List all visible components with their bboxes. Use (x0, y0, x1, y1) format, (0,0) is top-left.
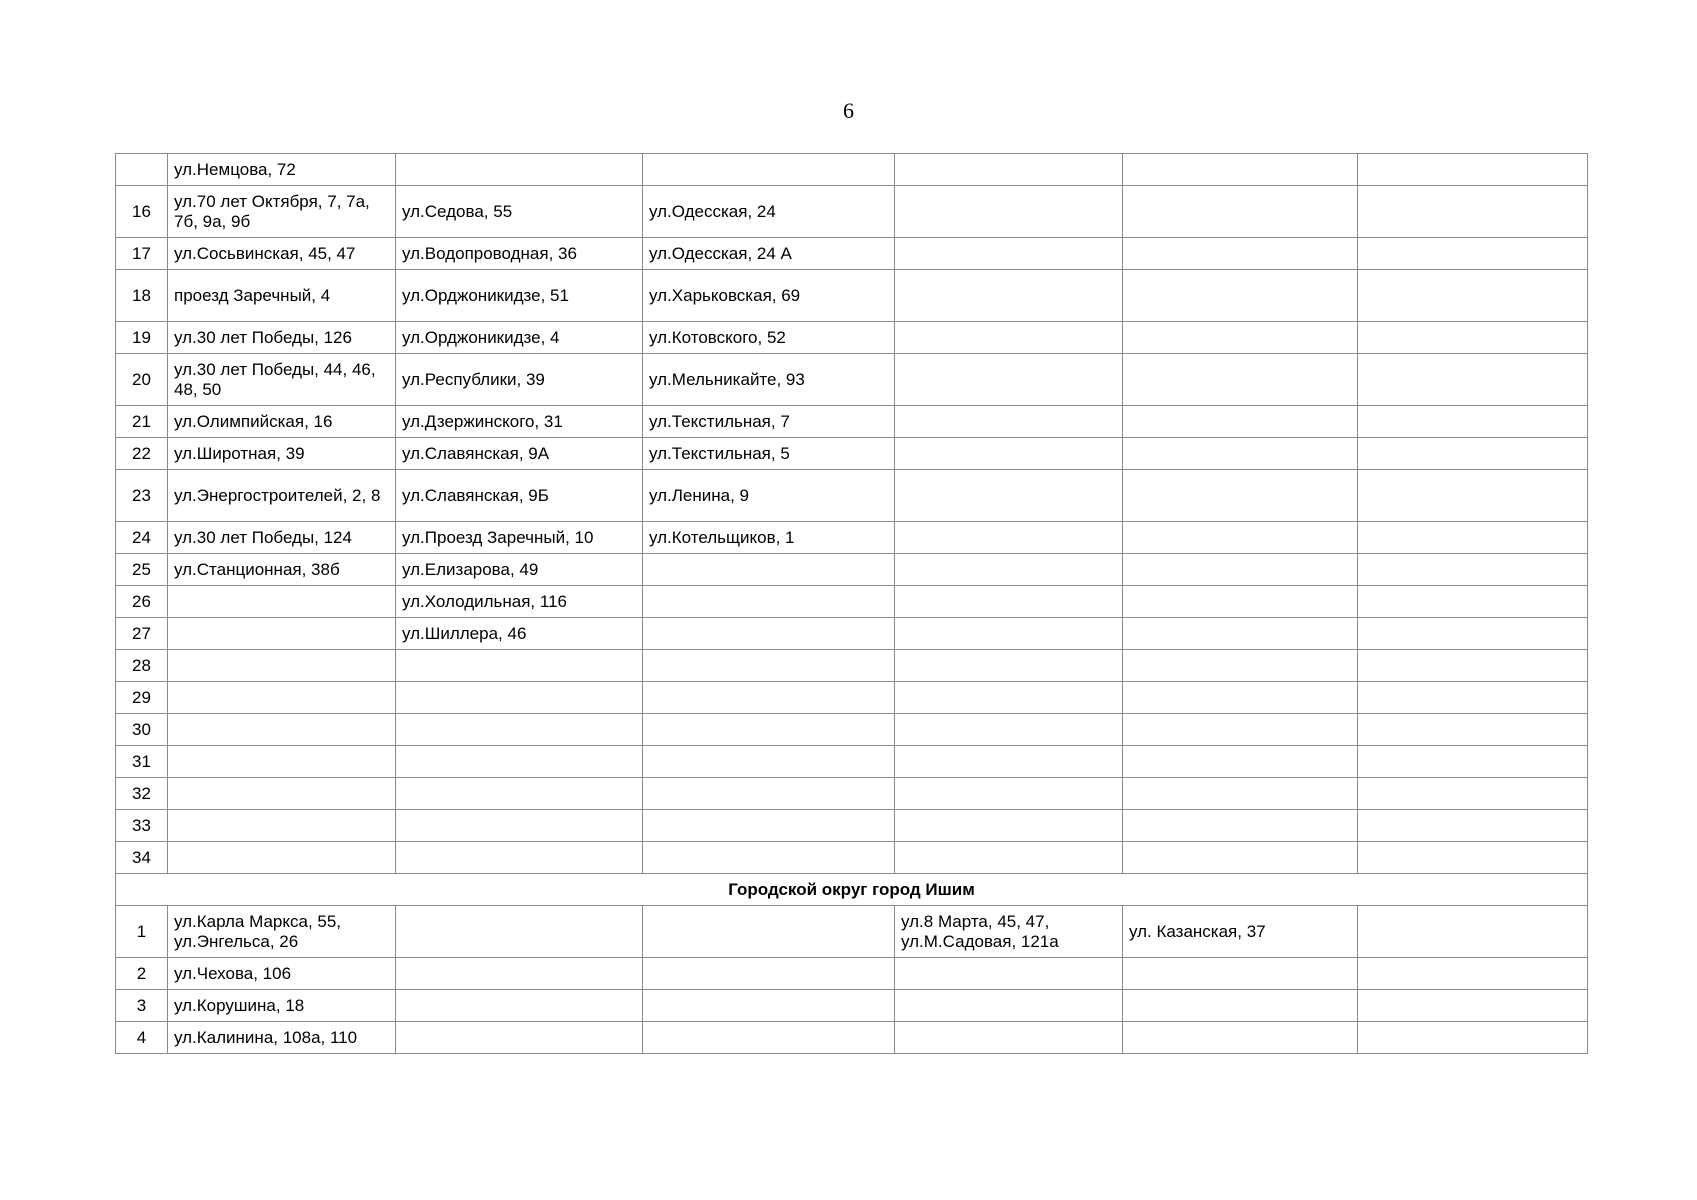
address-cell (168, 714, 396, 746)
address-cell: ул.Орджоникидзе, 51 (396, 270, 643, 322)
address-cell (1358, 270, 1588, 322)
address-cell (1358, 906, 1588, 958)
address-cell (895, 406, 1123, 438)
address-cell (1358, 354, 1588, 406)
table-row (116, 154, 1588, 186)
address-cell (643, 586, 895, 618)
address-cell (895, 958, 1123, 990)
address-cell (396, 746, 643, 778)
row-number-cell: 32 (116, 778, 168, 810)
address-cell: ул.Станционная, 38б (168, 554, 396, 586)
table-row (116, 270, 1588, 322)
address-cell (895, 990, 1123, 1022)
address-cell: ул.Холодильная, 116 (396, 586, 643, 618)
address-cell: ул.Проезд Заречный, 10 (396, 522, 643, 554)
address-cell: ул.Орджоникидзе, 4 (396, 322, 643, 354)
row-number-cell: 17 (116, 238, 168, 270)
address-cell (895, 554, 1123, 586)
address-cell (1358, 958, 1588, 990)
table-row (116, 554, 1588, 586)
address-cell (1358, 778, 1588, 810)
address-cell (1123, 714, 1358, 746)
address-cell: проезд Заречный, 4 (168, 270, 396, 322)
address-cell: ул.Текстильная, 5 (643, 438, 895, 470)
address-cell (1358, 810, 1588, 842)
address-cell: ул.Карла Маркса, 55, ул.Энгельса, 26 (168, 906, 396, 958)
address-cell (1358, 1022, 1588, 1054)
row-number-cell: 25 (116, 554, 168, 586)
address-cell (895, 650, 1123, 682)
address-cell (1358, 554, 1588, 586)
table-body-part2 (116, 906, 1588, 1054)
address-cell: ул.Сосьвинская, 45, 47 (168, 238, 396, 270)
address-cell (1123, 990, 1358, 1022)
address-cell: ул.Республики, 39 (396, 354, 643, 406)
row-number-cell: 16 (116, 186, 168, 238)
address-cell (643, 682, 895, 714)
table-row (116, 438, 1588, 470)
address-cell (396, 810, 643, 842)
row-number-cell: 23 (116, 470, 168, 522)
address-cell (1123, 406, 1358, 438)
table-row (116, 186, 1588, 238)
row-number-cell: 2 (116, 958, 168, 990)
row-number-cell: 18 (116, 270, 168, 322)
row-number-cell: 19 (116, 322, 168, 354)
address-cell (168, 810, 396, 842)
row-number-cell: 29 (116, 682, 168, 714)
address-cell (895, 470, 1123, 522)
row-number-cell: 26 (116, 586, 168, 618)
address-cell: ул.Корушина, 18 (168, 990, 396, 1022)
address-cell (895, 154, 1123, 186)
address-cell (396, 778, 643, 810)
address-table (115, 153, 1588, 1054)
address-cell (1123, 238, 1358, 270)
address-cell: ул.Олимпийская, 16 (168, 406, 396, 438)
address-cell (1358, 990, 1588, 1022)
address-cell (895, 354, 1123, 406)
address-cell: ул.Одесская, 24 А (643, 238, 895, 270)
address-cell (1358, 842, 1588, 874)
address-cell (396, 682, 643, 714)
address-cell (1123, 958, 1358, 990)
table-row (116, 522, 1588, 554)
table-row (116, 682, 1588, 714)
address-cell (895, 842, 1123, 874)
address-cell (396, 906, 643, 958)
address-cell (396, 650, 643, 682)
address-cell: ул.Немцова, 72 (168, 154, 396, 186)
address-cell: ул.Шиллера, 46 (396, 618, 643, 650)
address-cell (895, 586, 1123, 618)
address-cell (1358, 438, 1588, 470)
table-section (116, 874, 1588, 906)
address-cell (895, 682, 1123, 714)
address-cell: ул.30 лет Победы, 124 (168, 522, 396, 554)
table-row (116, 958, 1588, 990)
row-number-cell: 22 (116, 438, 168, 470)
address-cell (1358, 714, 1588, 746)
address-cell: ул.70 лет Октября, 7, 7а, 7б, 9а, 9б (168, 186, 396, 238)
table-row (116, 746, 1588, 778)
address-cell (396, 714, 643, 746)
row-number-cell: 27 (116, 618, 168, 650)
address-cell (895, 810, 1123, 842)
address-cell (895, 186, 1123, 238)
row-number-cell: 30 (116, 714, 168, 746)
row-number-cell: 33 (116, 810, 168, 842)
address-cell: ул.Дзержинского, 31 (396, 406, 643, 438)
address-cell: ул.Текстильная, 7 (643, 406, 895, 438)
address-cell (168, 842, 396, 874)
address-cell (1358, 746, 1588, 778)
address-cell: ул.Ленина, 9 (643, 470, 895, 522)
address-cell (895, 1022, 1123, 1054)
page-number: 6 (843, 98, 854, 123)
address-cell (895, 322, 1123, 354)
address-cell: ул.Широтная, 39 (168, 438, 396, 470)
address-cell (1358, 470, 1588, 522)
address-cell (396, 842, 643, 874)
address-cell (895, 746, 1123, 778)
address-cell (1123, 186, 1358, 238)
address-cell (895, 438, 1123, 470)
table-row (116, 1022, 1588, 1054)
address-cell (168, 650, 396, 682)
row-number-cell: 31 (116, 746, 168, 778)
address-cell (643, 906, 895, 958)
table-row (116, 650, 1588, 682)
address-cell: ул.Мельникайте, 93 (643, 354, 895, 406)
row-number-cell (116, 154, 168, 186)
address-cell (643, 714, 895, 746)
table-row (116, 842, 1588, 874)
address-cell (643, 778, 895, 810)
table-row (116, 810, 1588, 842)
table-row (116, 238, 1588, 270)
address-cell: ул.Елизарова, 49 (396, 554, 643, 586)
address-cell (1123, 842, 1358, 874)
address-cell (643, 990, 895, 1022)
row-number-cell: 4 (116, 1022, 168, 1054)
section-header-row (116, 874, 1588, 906)
address-cell: ул.Харьковская, 69 (643, 270, 895, 322)
row-number-cell: 21 (116, 406, 168, 438)
address-cell (168, 746, 396, 778)
address-cell: ул. Казанская, 37 (1123, 906, 1358, 958)
address-cell (1123, 522, 1358, 554)
table-row (116, 778, 1588, 810)
address-cell: ул.Славянская, 9А (396, 438, 643, 470)
address-cell (895, 522, 1123, 554)
address-cell (1123, 682, 1358, 714)
address-cell (1358, 618, 1588, 650)
address-cell (643, 810, 895, 842)
address-cell (643, 746, 895, 778)
address-cell (1123, 154, 1358, 186)
address-cell (396, 958, 643, 990)
address-cell (1358, 322, 1588, 354)
address-cell: ул.Чехова, 106 (168, 958, 396, 990)
table-row (116, 354, 1588, 406)
address-cell (895, 714, 1123, 746)
address-cell (1123, 470, 1358, 522)
address-cell (1358, 586, 1588, 618)
address-cell (168, 618, 396, 650)
address-cell (168, 682, 396, 714)
address-cell: ул.Котовского, 52 (643, 322, 895, 354)
address-cell (895, 618, 1123, 650)
address-cell: ул.30 лет Победы, 126 (168, 322, 396, 354)
address-cell: ул.Калинина, 108а, 110 (168, 1022, 396, 1054)
address-cell (1123, 810, 1358, 842)
row-number-cell: 3 (116, 990, 168, 1022)
table-row (116, 406, 1588, 438)
address-cell (1123, 650, 1358, 682)
address-cell: ул.Одесская, 24 (643, 186, 895, 238)
row-number-cell: 1 (116, 906, 168, 958)
address-cell (1358, 238, 1588, 270)
address-cell (643, 958, 895, 990)
table-row (116, 618, 1588, 650)
address-cell (1123, 438, 1358, 470)
address-cell (168, 586, 396, 618)
section-title: Городской округ город Ишим (116, 874, 1588, 906)
address-cell: ул.30 лет Победы, 44, 46, 48, 50 (168, 354, 396, 406)
address-cell (895, 270, 1123, 322)
address-cell (1358, 650, 1588, 682)
address-cell: ул.Славянская, 9Б (396, 470, 643, 522)
address-cell (168, 778, 396, 810)
address-cell (643, 1022, 895, 1054)
address-cell (1358, 154, 1588, 186)
address-cell (1358, 406, 1588, 438)
address-cell (895, 238, 1123, 270)
table-row (116, 714, 1588, 746)
address-cell: ул.Водопроводная, 36 (396, 238, 643, 270)
table-row (116, 470, 1588, 522)
address-cell (1123, 1022, 1358, 1054)
address-cell (1123, 354, 1358, 406)
address-cell (643, 842, 895, 874)
table-row (116, 586, 1588, 618)
row-number-cell: 20 (116, 354, 168, 406)
address-cell (1123, 778, 1358, 810)
address-cell (396, 154, 643, 186)
address-cell: ул.Энергостроителей, 2, 8 (168, 470, 396, 522)
table-body-part1 (116, 154, 1588, 874)
address-cell (643, 554, 895, 586)
address-cell: ул.Котельщиков, 1 (643, 522, 895, 554)
address-cell: ул.Седова, 55 (396, 186, 643, 238)
address-cell (1358, 522, 1588, 554)
row-number-cell: 34 (116, 842, 168, 874)
table-row (116, 906, 1588, 958)
address-cell (1123, 322, 1358, 354)
address-cell (895, 778, 1123, 810)
address-cell (1123, 270, 1358, 322)
address-cell (643, 154, 895, 186)
address-cell: ул.8 Марта, 45, 47, ул.М.Садовая, 121а (895, 906, 1123, 958)
address-cell (643, 618, 895, 650)
address-cell (1123, 586, 1358, 618)
address-cell (1123, 746, 1358, 778)
address-cell (1123, 618, 1358, 650)
row-number-cell: 24 (116, 522, 168, 554)
address-cell (396, 990, 643, 1022)
address-cell (1358, 186, 1588, 238)
table-row (116, 990, 1588, 1022)
address-cell (396, 1022, 643, 1054)
address-cell (1123, 554, 1358, 586)
row-number-cell: 28 (116, 650, 168, 682)
address-cell (643, 650, 895, 682)
table-row (116, 322, 1588, 354)
address-cell (1358, 682, 1588, 714)
